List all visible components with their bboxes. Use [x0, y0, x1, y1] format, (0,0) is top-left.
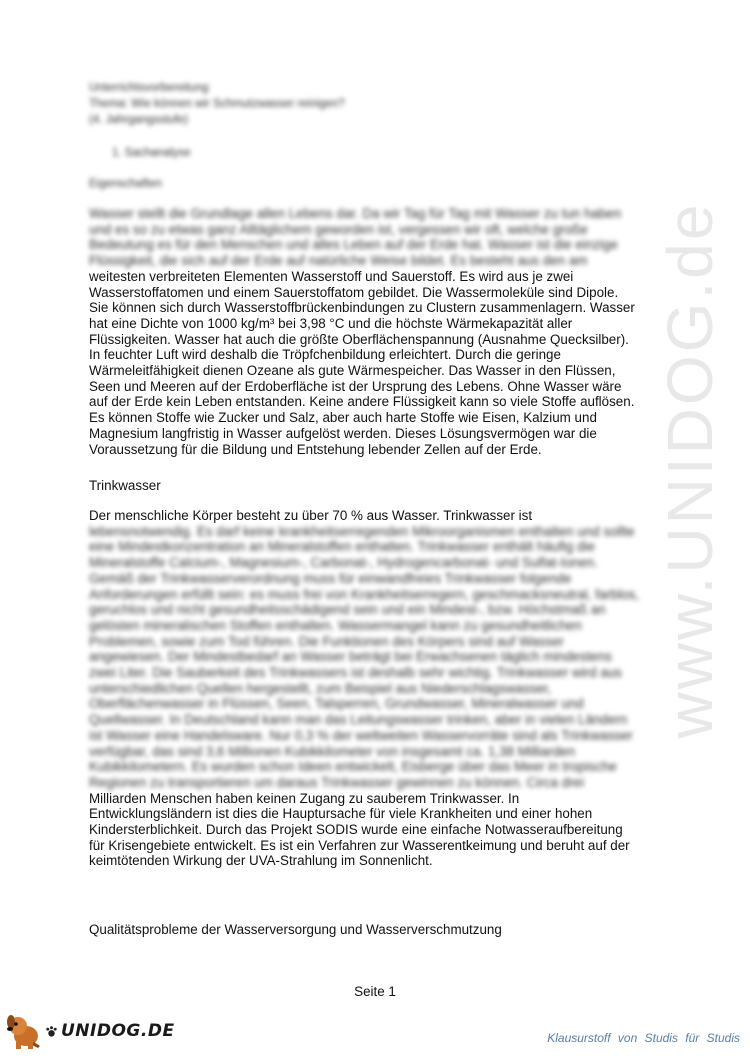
text-line: zwei Liter. Die Sauberkeit des Trinkwassers ist deshalb sehr wichtig. Trinkwasser wird aus — [89, 665, 622, 681]
text-line: verfügbar, das sind 3,6 Millionen Kubikkilometer von insgesamt ca. 1,38 Milliarden — [89, 743, 576, 759]
text-line: Flüssigkeit, die sich auf der Erde auf natürliche Weise bildet. Es besteht aus den am — [89, 253, 588, 269]
header-line: Unterrichtsvorbereitung — [89, 82, 209, 94]
logo-text: UNIDOG.DE — [61, 1021, 175, 1041]
text-line: Mineralstoffe Calcium-, Magnesium-, Carbonat-, Hydrogencarbonat- und Sulfat-Ionen. — [89, 555, 598, 571]
section-heading: 1. Sachanalyse — [112, 147, 191, 159]
heading-qualitaetsprobleme: Qualitätsprobleme der Wasserversorgung und Wasserverschmutzung — [89, 922, 502, 937]
text-line: ist Wasser eine Handelsware. Nur 0,3 % der weltweiten Wasservorräte sind als Trinkwasser — [89, 727, 633, 743]
text-line: und es so zu etwas ganz Alltäglichem geworden ist, vergessen wir oft, welche große — [89, 221, 588, 237]
text-line: unterschiedlichen Quellen hergestellt, zum Beispiel aus Niederschlagswasser, — [89, 680, 552, 696]
text-line: auf der Erde kein Leben entstanden. Keine andere Flüssigkeit kann so viele Stoffe auflösen. — [89, 394, 635, 410]
tagline: Klausurstoff von Studis für Studis — [547, 1031, 740, 1045]
paw-icon — [45, 1025, 58, 1038]
text-line: für Krisengebiete entwickelt. Es ist ein Verfahren zur Wasserentkeimung und beruht auf der — [89, 837, 630, 853]
text-line: Entwicklungsländern ist dies die Hauptursache für viele Krankheiten und einer hohen — [89, 806, 593, 822]
text-line: Quellwasser. In Deutschland kann man das Leitungswasser trinken, aber in vielen Ländern — [89, 712, 628, 728]
text-line: angewiesen. Der Mindestbedarf an Wasser beträgt bei Erwachsenen täglich mindestens — [89, 649, 612, 665]
watermark: www.UNIDOG.de — [654, 201, 726, 739]
text-line: Der menschliche Körper besteht zu über 70 % aus Wasser. Trinkwasser ist — [89, 508, 533, 523]
text-line: Kubikkilometern. Es wurden schon Ideen entwickelt, Eisberge über das Meer in tropische — [89, 759, 617, 775]
text-line: Sie können sich durch Wasserstoffbrückenbindungen zu Clustern zusammenlagern. Wasser — [89, 300, 635, 316]
text-line: Bedeutung es für den Menschen und alles Leben auf der Erde hat. Wasser ist die einzige — [89, 237, 618, 253]
text-line: geruchlos und nicht gesundheitsschädigend sein und ein Mindest-, bzw. Höchstmaß an — [89, 602, 606, 618]
heading-trinkwasser: Trinkwasser — [89, 478, 161, 493]
paragraph-eigenschaften — [89, 206, 664, 457]
dog-mascot-icon — [4, 1012, 44, 1050]
text-line: Flüssigkeiten. Wasser hat auch die größte Oberflächenspannung (Ausnahme Quecksilber). — [89, 331, 629, 347]
text-line: eine Mindestkonzentration an Mineralstoffen enthalten. Trinkwasser enthält häufig die — [89, 539, 595, 555]
paragraph-trinkwasser — [89, 508, 664, 869]
text-line: Milliarden Menschen haben keinen Zugang zu sauberem Trinkwasser. In — [89, 790, 520, 806]
header-line: (4. Jahrgangsstufe) — [89, 114, 189, 126]
page-number: Seite 1 — [354, 984, 396, 999]
subheading-eigenschaften: Eigenschaften — [89, 178, 162, 190]
text-line: lebensnotwendig. Es darf keine krankheitserregenden Mikroorganismen enthalten und sollte — [89, 523, 635, 539]
text-line: Regionen zu transportieren um daraus Trinkwasser gewinnen zu können. Circa drei — [89, 774, 584, 790]
text-line: Wasserstoffatomen und einem Sauerstoffatom gebildet. Die Wassermoleküle sind Dipole. — [89, 284, 619, 300]
text-line: Wärmeleitfähigkeit dienen Ozeane als gute Wärmespeicher. Das Wasser in den Flüssen, — [89, 363, 616, 379]
text-line: keimtötenden Wirkung der UVA-Strahlung im Sonnenlicht. — [89, 853, 433, 869]
text-line: weitesten verbreiteten Elementen Wasserstoff und Sauerstoff. Es wird aus je zwei — [89, 268, 574, 284]
text-line: Anforderungen erfüllt sein: es muss frei von Krankheitserregern, geschmacksneutral, farblos, — [89, 586, 640, 602]
text-line: Seen und Meeren auf der Erdoberfläche ist der Ursprung des Lebens. Ohne Wasser wäre — [89, 378, 622, 394]
text-line: In feuchter Luft wird deshalb die Tröpfchenbildung erleichtert. Durch die geringe — [89, 347, 561, 363]
text-line: Gemäß der Trinkwasserverordnung muss für einwandfreies Trinkwasser folgende — [89, 570, 572, 586]
text-line: Problemen, sowie zum Tod führen. Die Funktionen des Körpers sind auf Wasser — [89, 633, 564, 649]
unidog-logo[interactable] — [4, 1012, 175, 1050]
text-line: hat eine Dichte von 1000 kg/m³ bei 3,98 °C und die höchste Wärmekapazität aller — [89, 315, 573, 331]
text-line: Es können Stoffe wie Zucker und Salz, aber auch harte Stoffe wie Eisen, Kalzium und — [89, 410, 597, 426]
text-line: Voraussetzung für die Bildung und Entstehung lebender Zellen auf der Erde. — [89, 441, 542, 457]
header-line: Thema: Wie können wir Schmutzwasser reinigen? — [89, 98, 345, 110]
text-line: Magnesium langfristig in Wasser aufgelöst werden. Dieses Lösungsvermögen war die — [89, 425, 597, 441]
text-line: Wasser stellt die Grundlage allen Lebens dar. Da wir Tag für Tag mit Wasser zu tun haben — [89, 206, 622, 221]
text-line: Oberflächenwasser in Flüssen, Seen, Talsperren, Grundwasser, Mineralwasser und — [89, 696, 584, 712]
text-line: gelösten mineralischen Stoffen enthalten. Wassermangel kann zu gesundheitlichen — [89, 617, 582, 633]
text-line: Kindersterblichkeit. Durch das Projekt SODIS wurde eine einfache Notwasseraufbereitung — [89, 822, 623, 838]
document-header — [89, 80, 345, 128]
